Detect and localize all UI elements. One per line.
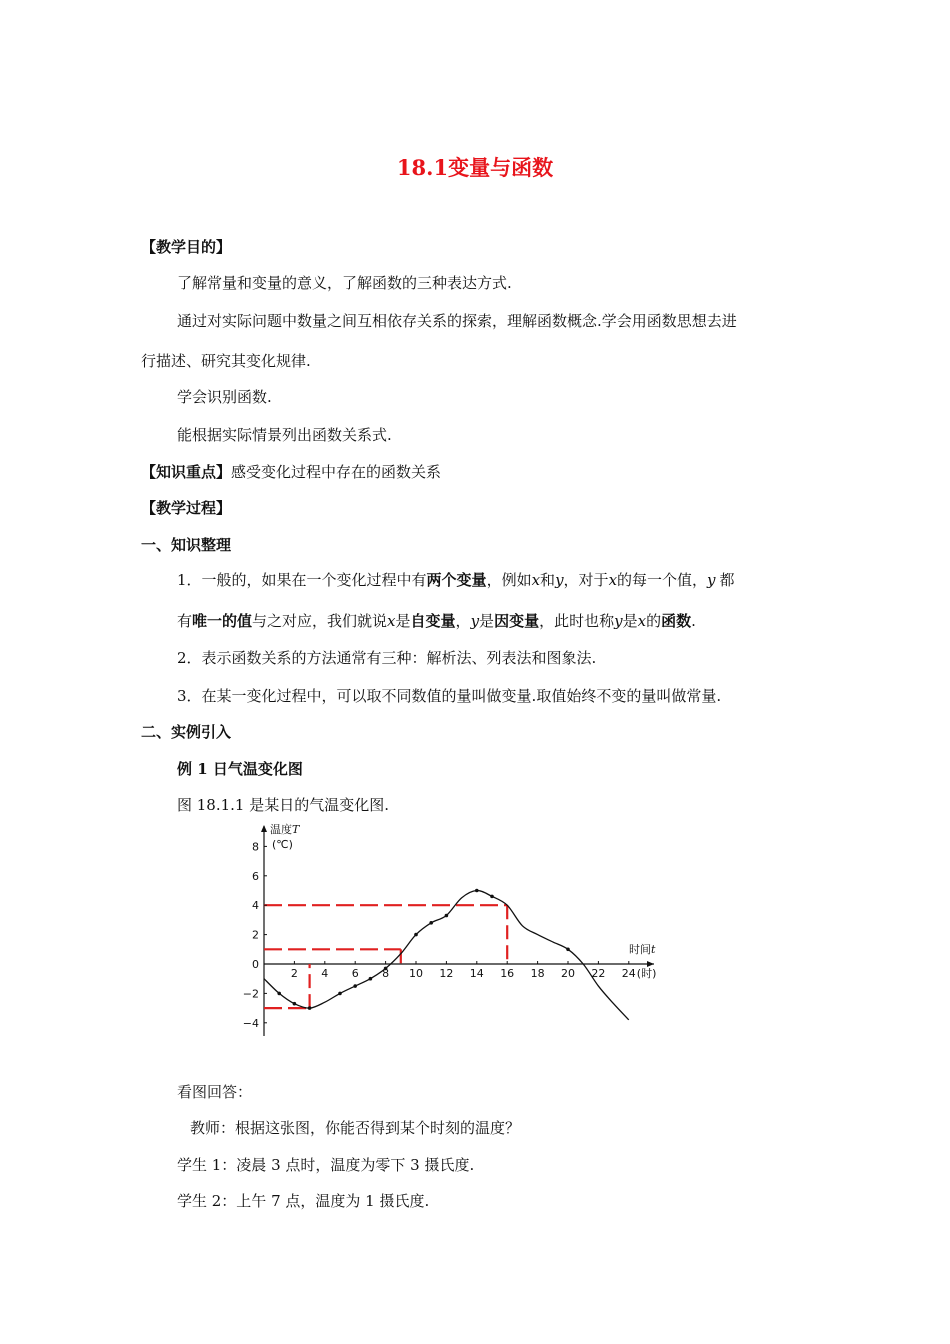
- origin-label: 0: [252, 958, 259, 971]
- chart-ticks: [243, 840, 636, 1029]
- objective-item-1: 了解常量和变量的意义，了解函数的三种表达方式.: [177, 274, 512, 292]
- y-axis-title: 温度T: [270, 823, 300, 836]
- def-text: ，: [455, 612, 471, 630]
- def-bold-function: 函数: [661, 612, 692, 630]
- x-tick-label: 8: [382, 967, 390, 980]
- data-point: [475, 889, 479, 893]
- y-unit-label: (℃): [272, 838, 293, 851]
- key-point-heading: 【知识重点】: [141, 463, 232, 481]
- data-point: [414, 933, 418, 937]
- y-tick-label: −4: [242, 1016, 259, 1030]
- data-point: [445, 914, 449, 918]
- data-point: [369, 977, 373, 981]
- data-point: [277, 992, 281, 996]
- x-tick-label: 10: [409, 967, 423, 980]
- section2-heading: 二、实例引入: [141, 723, 232, 741]
- def-text: 是: [622, 612, 638, 630]
- def-text: 有: [177, 612, 193, 630]
- section1-item-2: 2．表示函数关系的方法通常有三种：解析法、列表法和图象法.: [177, 649, 597, 667]
- y-tick-label: −2: [242, 987, 259, 1001]
- objectives-heading: 【教学目的】: [141, 238, 232, 256]
- temperature-chart: [240, 822, 670, 1040]
- x-axis-variable: t: [651, 943, 656, 956]
- y-tick-label: 4: [252, 899, 259, 913]
- def-text: 与之对应，我们就说: [252, 612, 388, 630]
- def-text: 和: [540, 571, 556, 589]
- definition-line-1: [177, 570, 735, 590]
- def-text: ，此时也称: [539, 612, 615, 630]
- data-point: [566, 948, 570, 952]
- objective-item-2-cont: 行描述、研究其变化规律.: [141, 352, 311, 370]
- objective-item-2: 通过对实际问题中数量之间互相依存关系的探索，理解函数概念.学会用函数思想去进: [177, 312, 737, 330]
- x-tick-label: 16: [500, 967, 515, 980]
- chart-guide-lines: [264, 905, 507, 1008]
- section1-heading: 一、知识整理: [141, 536, 232, 554]
- def-text: 的每一个值，: [617, 571, 708, 589]
- x-tick-label: 6: [351, 967, 359, 980]
- var-x: x: [531, 571, 541, 589]
- y-tick-label: 6: [252, 869, 259, 883]
- x-tick-label: 22: [591, 967, 606, 980]
- dialogue-look: 看图回答：: [177, 1083, 253, 1101]
- x-tick-label: 24: [621, 967, 636, 980]
- temperature-line: [264, 890, 629, 1019]
- data-point: [353, 984, 357, 988]
- chart-labels: [270, 822, 656, 980]
- key-point-text: 感受变化过程中存在的函数关系: [231, 463, 442, 481]
- def-bold-dependent-variable: 因变量: [494, 612, 540, 630]
- y-axis-variable: T: [292, 823, 300, 836]
- dialogue-student-2: 学生 2：上午 7 点，温度为 1 摄氏度.: [177, 1192, 430, 1210]
- dialogue-student-1: 学生 1：凌晨 3 点时，温度为零下 3 摄氏度.: [177, 1156, 475, 1174]
- process-heading: 【教学过程】: [141, 499, 232, 517]
- x-tick-label: 20: [561, 967, 575, 980]
- data-point: [293, 1002, 297, 1006]
- objective-item-3: 学会识别函数.: [177, 388, 272, 406]
- x-tick-label: 2: [290, 967, 298, 980]
- var-x: x: [637, 612, 647, 630]
- var-y: y: [555, 571, 564, 589]
- x-tick-label: 18: [530, 967, 545, 980]
- dialogue-teacher: 教师：根据这张图，你能否得到某个时刻的温度？: [190, 1119, 521, 1137]
- chart-curve: [264, 889, 629, 1020]
- var-x: x: [387, 612, 396, 630]
- def-text: 的: [646, 612, 662, 630]
- def-text: ，例如: [486, 571, 532, 589]
- def-text: 是: [395, 612, 411, 630]
- example-title: 例 1 日气温变化图: [177, 760, 303, 778]
- key-point: [141, 462, 441, 482]
- data-point: [308, 1006, 312, 1010]
- y-axis-arrow: [261, 825, 267, 832]
- var-y: y: [470, 612, 480, 630]
- var-x: x: [608, 571, 618, 589]
- y-tick-label: 8: [252, 840, 259, 854]
- x-tick-label: 12: [439, 967, 454, 980]
- def-text: 都: [719, 571, 735, 589]
- def-text: ，对于: [563, 571, 609, 589]
- x-axis-title: 时间t: [629, 943, 656, 956]
- x-tick-label: 14: [469, 967, 484, 980]
- data-point: [490, 895, 494, 899]
- var-y: y: [707, 571, 716, 589]
- def-text: .: [691, 612, 696, 630]
- definition-line-2: [177, 611, 696, 631]
- data-point: [429, 921, 433, 925]
- var-y: y: [614, 612, 623, 630]
- def-text: 是: [479, 612, 495, 630]
- def-bold-unique-value: 唯一的值: [192, 612, 253, 630]
- def-bold-two-variables: 两个变量: [426, 571, 487, 589]
- y-tick-label: 2: [252, 928, 259, 942]
- data-point: [338, 992, 342, 996]
- document-title: 18.1变量与函数: [396, 155, 554, 180]
- objective-item-4: 能根据实际情景列出函数关系式.: [177, 426, 392, 444]
- figure-intro: 图 18.1.1 是某日的气温变化图.: [177, 796, 390, 814]
- def-bold-independent-variable: 自变量: [410, 612, 456, 630]
- section1-item-3: 3．在某一变化过程中，可以取不同数值的量叫做变量.取值始终不变的量叫做常量.: [177, 687, 722, 705]
- x-tick-label: 4: [321, 967, 329, 980]
- x-unit-label: (时): [636, 967, 657, 980]
- def-text: 1．一般的，如果在一个变化过程中有: [177, 571, 427, 589]
